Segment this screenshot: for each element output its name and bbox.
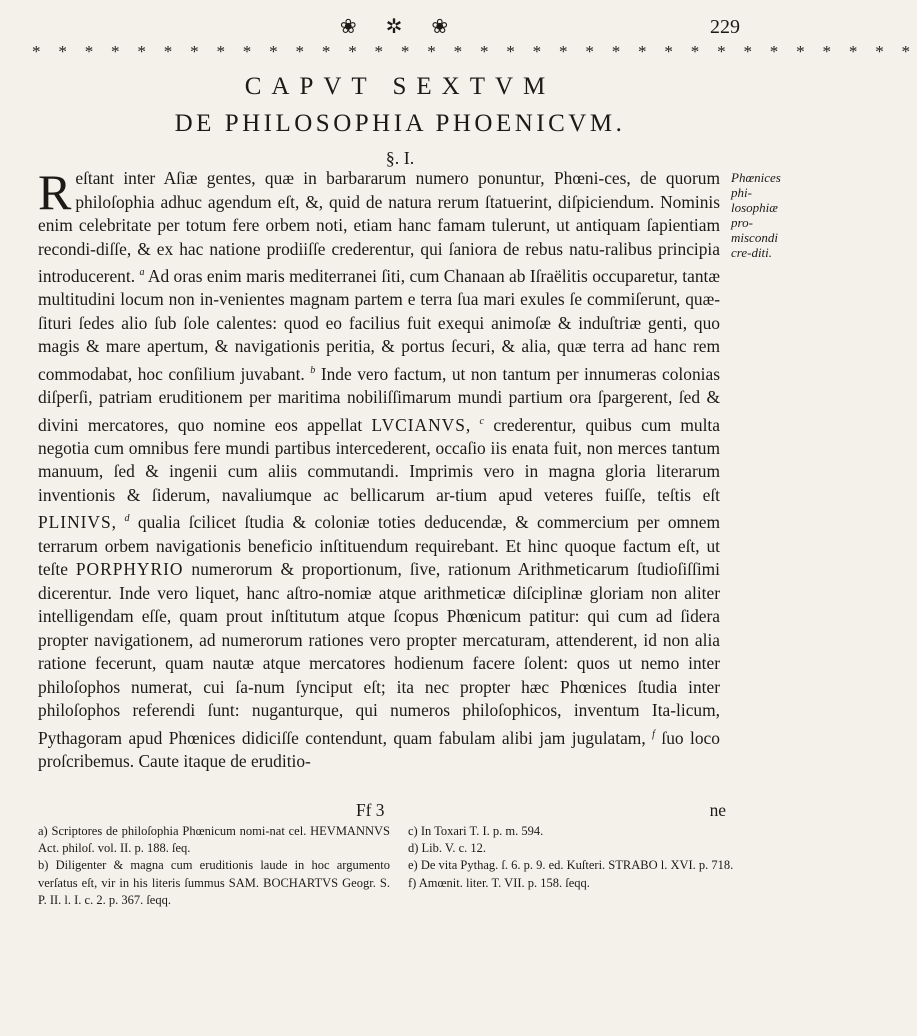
body-text-5: qualia ſcilicet ſtudia & coloniæ toties deducendæ, & commercium per omnem terrarum orbem navigationis beneficio inſtituendum requirebant. Et hinc quoque factum eſt, ut teſte bbox=[38, 512, 720, 580]
star-divider: * * * * * * * * * * * * * * * * * * * * * * * * * * * * * * * * * * bbox=[32, 42, 917, 61]
footnote-d: d) Lib. V. c. 12. bbox=[408, 841, 487, 856]
body-text-6: numerorum & proportionum, ſive, rationum Arithmeticarum ſtudioſiſſimi dicerentur. Inde vero liquet, hanc aſtro-nomiæ atque arithmeticæ diſciplinæ gloriam non aliter intelligendam eſſe, quam prout inſtitutum atque ſcopus Phœnicum patitur: qui cum ad ſidera propter navigationem, ad numerorum rationes vero propter mercaturam, attenderent, id non alia ratione fecerunt, quam nautæ atque mercatores hodienum facere ſolent: quos ut nemo inter philoſophos numerat, cui ſa-num ſynciput eſt; ita nec propter hæc Phœnices ſtudia inter philoſophos referendi ſunt: nuganturque, qui numeros philoſophicos, inventum Ita-licum, Pythagoram apud Phœnices didiciſſe contendunt, quam fabulam alibi jam jugulatam, bbox=[38, 559, 721, 748]
footnote-ref-c: c bbox=[479, 415, 484, 427]
footnote-e: e) De vita Pythag. ſ. 6. p. 9. ed. Kuſteri. STRABO l. XVI. p. 718. bbox=[408, 858, 734, 873]
body-text-4: crederentur, quibus cum multa negotia cum omnibus fere mundi partibus intercederent, occaſio iis enata fuit, non merces tantum manuum, ſed & ingenii cum aliis commutandi. Imprimis vero in magna gloria literarum inventionis & ſiderum, navaliumque ac bellicarum ar-tium apud veteres fuiſſe, teſtis eſt bbox=[38, 414, 720, 505]
footnotes-right-column bbox=[408, 823, 750, 892]
margin-note: Phœnices phi-losophiæ pro-miscondi cre-diti. bbox=[731, 170, 781, 260]
footnote-b: b) Diligenter & magna cum eruditionis laude in hoc argumento verſatus eſt, vir in his literis ſummus SAM. BOCHARTVS Geogr. S. P. II. l. I. c. 2. p. 367. ſeqq. bbox=[38, 858, 390, 907]
body-text-3: Inde vero factum, ut non tantum per innumeras colonias diſperſi, patriam eruditionem per maritima nobiliſſimarum mundi partium ora ſpargerent, ſed & divini mercatores, quo nomine eos appellat bbox=[38, 363, 720, 435]
footnote-a: a) Scriptores de philoſophia Phœnicum nomi-nat cel. HEVMANNVS Act. philoſ. vol. II. p. 188. ſeq. bbox=[38, 824, 390, 856]
footnotes-left-column bbox=[38, 823, 390, 909]
header-ornament: ❀ ✲ ❀ bbox=[339, 16, 461, 38]
body-paragraph: Reſtant inter Aſiæ gentes, quæ in barbararum numero ponuntur, Phœni-ces, de quorum philoſophia adhuc agendum eſt, &, quid de natura rerum ſtatuerint, diſpiciendum. Nominis enim celebritate per totum fere orbem noti, etiam hanc famam tulerunt, ut antiquam ſapientiam recondi-diſſe, & ex hac natione prodiiſſe crederentur, qui ſaniora de rebus natu-ralibus principia introducerent. $^a$ Ad oras enim maris mediterranei ſiti, cum Chanaan ab Iſraëlitis occuparetur, tantæ multitudini locum non in-venientes magnam partem e terra ſua mari exules ſe commiſerunt, quæ-ſituri ſedes alio ſub ſole calentes: quod eo facilius fuit exequi animoſæ & induſtriæ genti, quo magis & mare apertum, & navigationis peritia, & portus ſecuri, & alia, quæ terra ad hanc rem commodabat, hoc conſilium juvabant. $^b$ Inde vero factum, ut non tantum per innumeras colonias diſperſi, patriam eruditionem per maritima nobiliſſimarum mundi partium ora ſpargerent, ſed & divini mercatores, quo nomine eos appellat LVCIANVS, $^c$ crederentur, quibus cum multa negotia cum omnibus fere mundi partibus intercederent, occaſio iis enata fuit, non merces tantum manuum, ſed & ingenii cum aliis commutandi. Imprimis vero in magna gloria literarum inventionis & ſiderum, navaliumque ac bellicarum ar-tium apud veteres fuiſſe, teſtis eſt PLINIVS, $^d$ qualia ſcilicet ſtudia & coloniæ toties deducendæ, & commercium per omnem terrarum orbem navigationis beneficio inſtituendum requirebant. Et hinc quoque factum eſt, ut teſte PORPHYRIO numerorum & proportionum, ſive, rationum Arithmeticarum ſtudioſiſſimi dicerentur. Inde vero liquet, hanc aſtro-nomiæ atque arithmeticæ diſciplinæ gloriam non aliter intelligendam eſſe, quam prout inſtitutum atque ſcopus Phœnicum patitur: qui cum ad ſidera propter navigationem, ad numerorum rationes vero propter mercaturam, attenderent, id non alia ratione fecerunt, quam nautæ atque mercatores hodienum facere ſolent: quos ut nemo inter philoſophos numerat, cui ſa-num ſynciput eſt; ita nec propter hæc Phœnices ſtudia inter philoſophos referendi ſunt: nuganturque, qui numeros philoſophicos, inventum Ita-licum, Pythagoram apud Phœnices didiciſſe contendunt, quam fabulam alibi jam jugulatam, $^f$ ſuo loco proſcribemus. Caute itaque de eruditio- bbox=[38, 164, 721, 771]
name-plinius: PLINIVS bbox=[38, 512, 112, 533]
body-text-7: ſuo loco proſcribemus. Caute itaque de eruditio- bbox=[38, 727, 720, 771]
footnote-f: f) Amœnit. liter. T. VII. p. 158. ſeqq. bbox=[408, 875, 590, 890]
page-number: 229 bbox=[710, 16, 740, 38]
chapter-title: CAPVT SEXTVM bbox=[244, 73, 556, 100]
body-text-2: Ad oras enim maris mediterranei ſiti, cum Chanaan ab Iſraëlitis occuparetur, tantæ multitudini locum non in-venientes magnam partem e terra ſua mari exules ſe commiſerunt, quæ-ſituri ſedes alio ſub ſole calentes: quod eo facilius fuit exequi animoſæ & induſtriæ genti, quo magis & mare apertum, & navigationis peritia, & portus ſecuri, & alia, quæ terra ad hanc rem commodabat, hoc conſilium juvabant. bbox=[38, 265, 720, 384]
footnote-ref-b: b bbox=[310, 364, 316, 376]
footnote-c: c) In Toxari T. I. p. m. 594. bbox=[408, 824, 544, 838]
name-porphyrio: PORPHYRIO bbox=[75, 559, 184, 580]
signature-mark: Ff 3 bbox=[356, 800, 385, 820]
chapter-subtitle: DE PHILOSOPHIA PHOENICVM. bbox=[174, 110, 626, 137]
footnote-ref-f: f bbox=[652, 728, 655, 740]
name-lucianus: LVCIANVS bbox=[371, 414, 466, 435]
body-text-1: eſtant inter Aſiæ gentes, quæ in barbararum numero ponuntur, Phœni-ces, de quorum philoſophia adhuc agendum eſt, &, quid de natura rerum ſtatuerint, diſpiciendum. Nominis enim celebritate per totum fere orbem noti, etiam hanc famam tulerunt, ut antiquam ſapientiam recondi-diſſe, & ex hac natione prodiiſſe crederentur, qui ſaniora de rebus natu-ralibus principia introducerent. bbox=[38, 168, 720, 286]
footnote-ref-d: d bbox=[124, 513, 130, 525]
footnote-ref-a: a bbox=[139, 267, 145, 278]
drop-cap: R bbox=[38, 164, 72, 220]
section-number: §. I. bbox=[385, 148, 415, 168]
catchword: ne bbox=[709, 800, 726, 820]
